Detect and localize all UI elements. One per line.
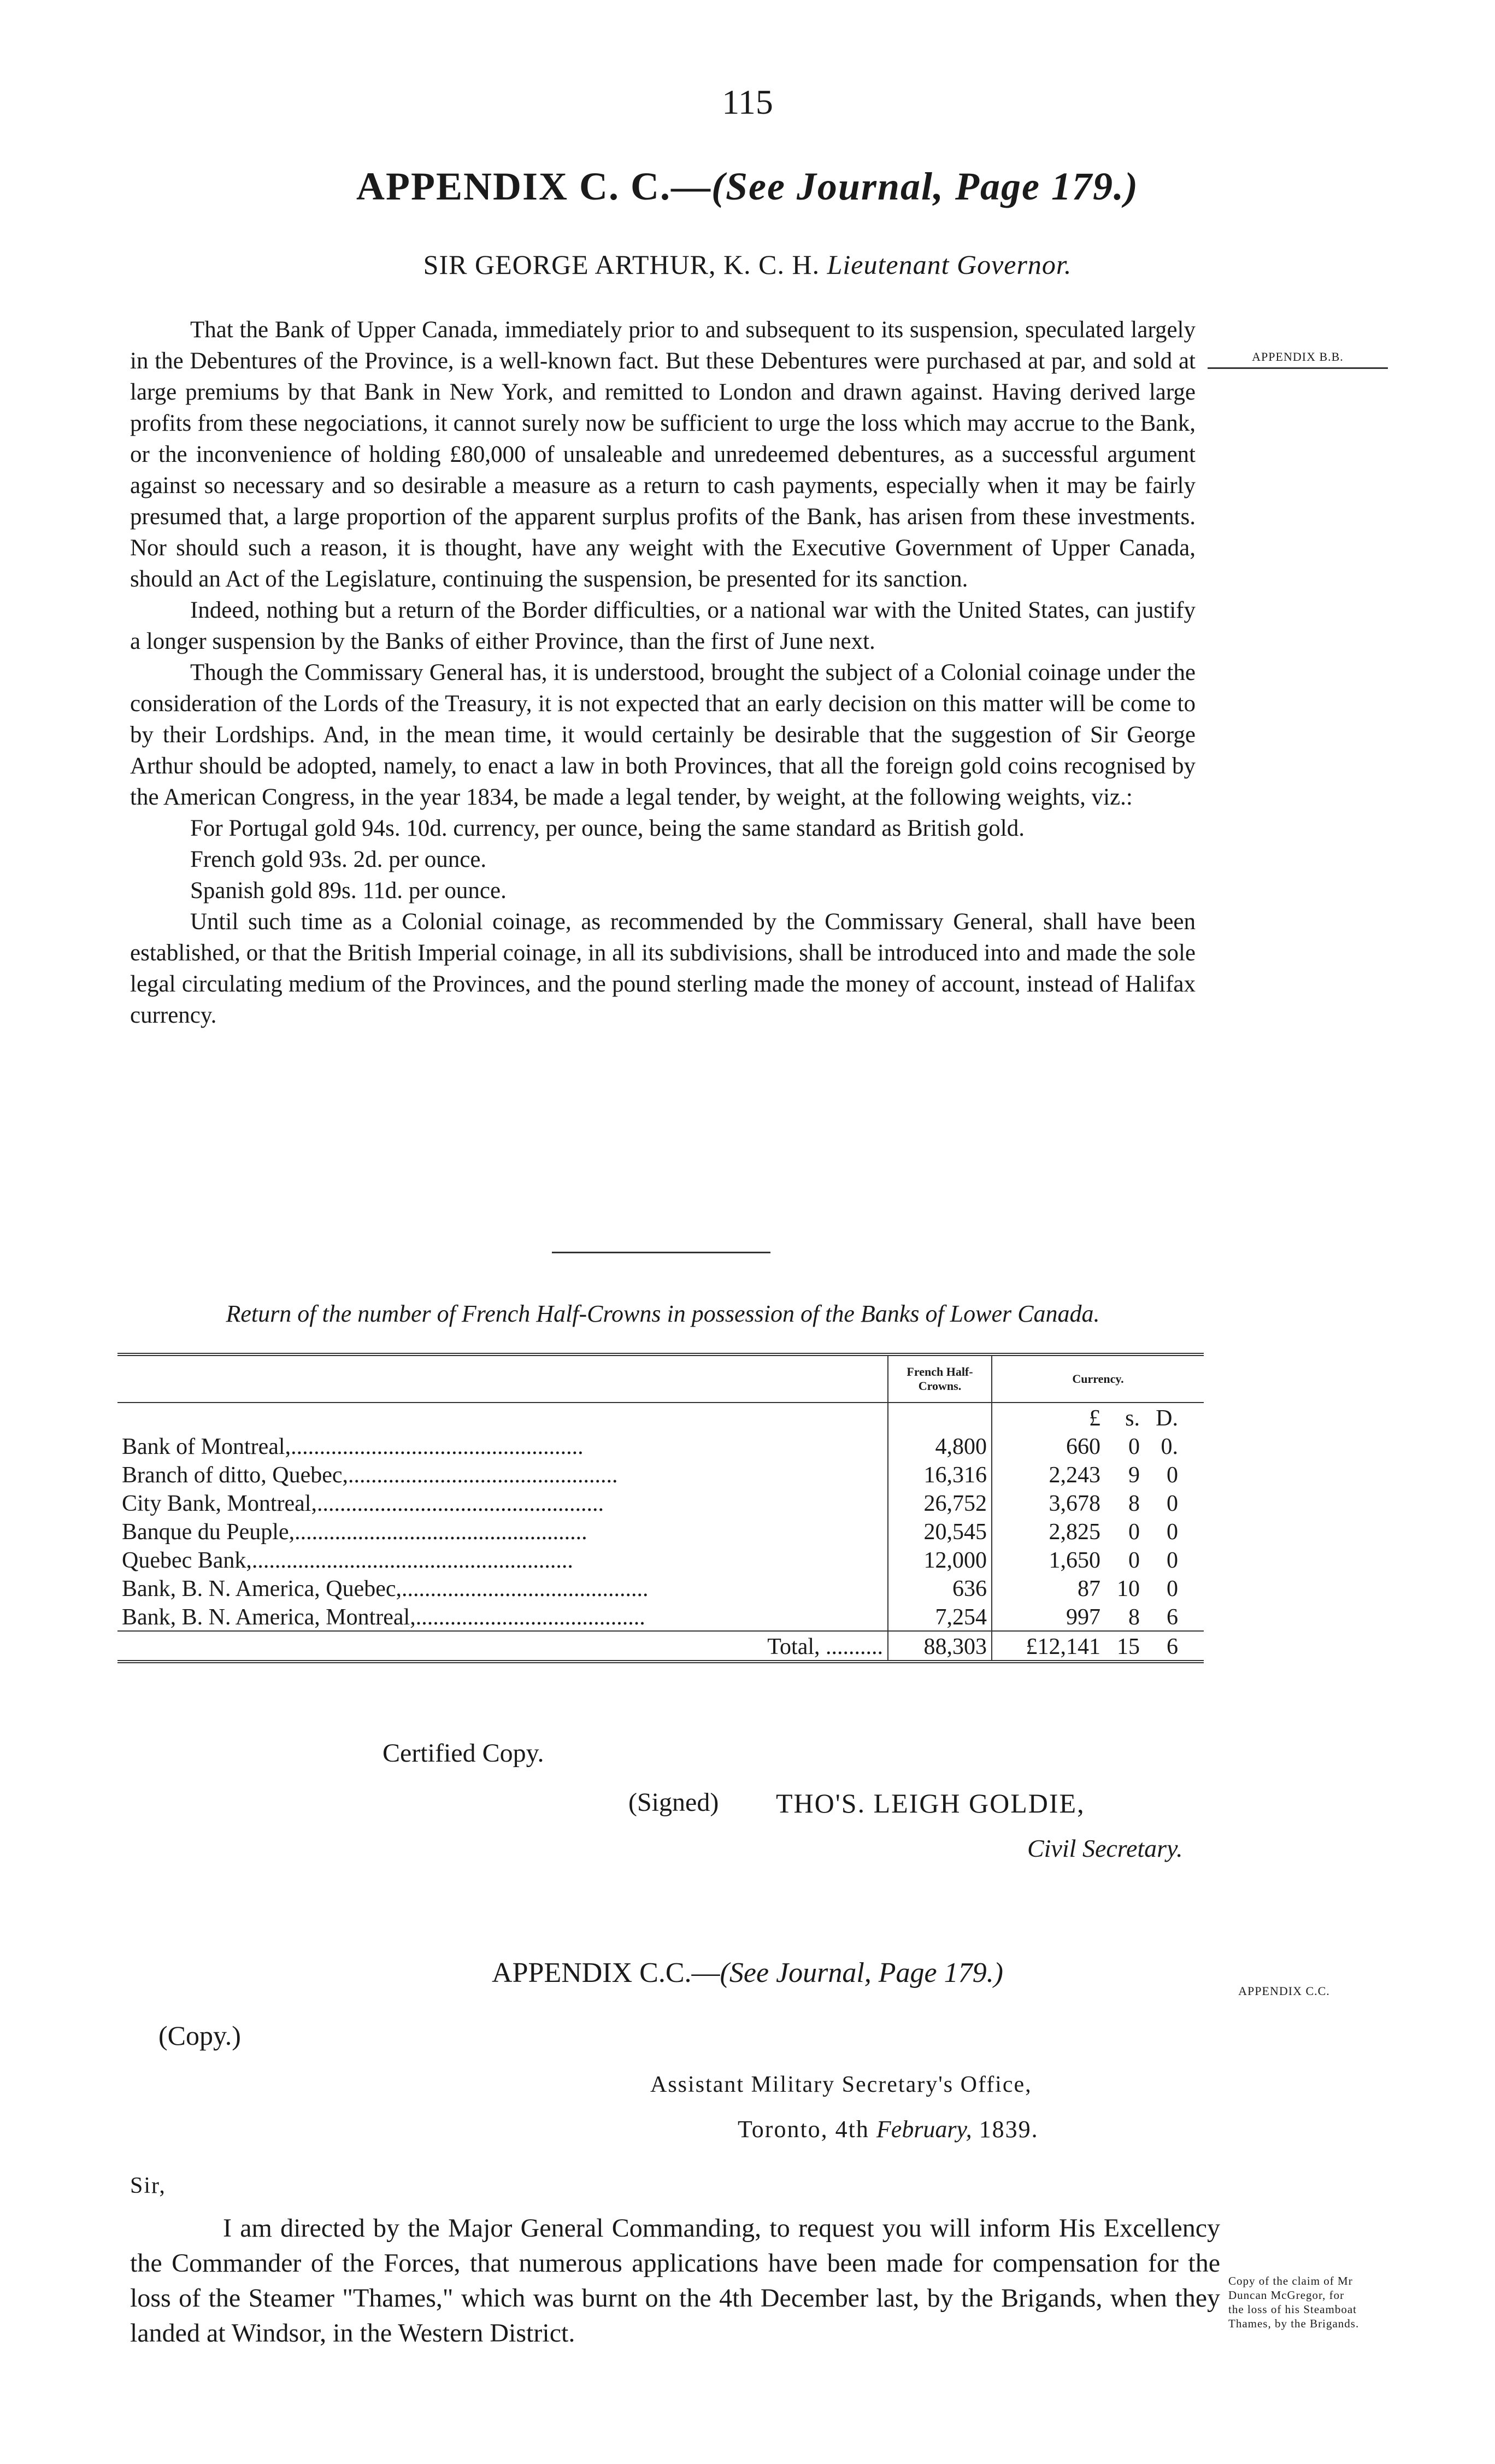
pounds: 2,825 bbox=[1049, 1520, 1100, 1545]
place-date bbox=[738, 2115, 1039, 2143]
total-pounds: £12,141 bbox=[1026, 1634, 1100, 1659]
certified-copy: Certified Copy. bbox=[382, 1739, 544, 1768]
header-blank bbox=[117, 1354, 888, 1403]
bank-name: City Bank, Montreal, bbox=[122, 1491, 317, 1516]
pence: 0 bbox=[1167, 1548, 1178, 1573]
french-count: 4,800 bbox=[888, 1432, 992, 1460]
pounds: 87 bbox=[1078, 1576, 1100, 1601]
pounds: 660 bbox=[1066, 1434, 1100, 1459]
bank-name: Bank, B. N. America, Quebec, bbox=[122, 1576, 402, 1601]
shillings: 0 bbox=[1128, 1548, 1140, 1573]
paragraph-2: Indeed, nothing but a return of the Border difficulties, or a national war with the United States, can justify a longer suspension by the Banks of either Province, than the first of June next. bbox=[130, 597, 1196, 654]
letter-paragraph: I am directed by the Major General Commanding, to request you will inform His Excellency the Commander of the Forces, that numerous applications have been made for compensation for the loss of the Steamer "Thames," which was burnt on the 4th December last, by the Brigands, when they landed at Windsor, in the Western District. bbox=[130, 2214, 1220, 2348]
pence: 0 bbox=[1167, 1463, 1178, 1488]
subheading-name: SIR GEORGE ARTHUR, K. C. H. bbox=[423, 249, 820, 280]
leader-dots: .......... bbox=[820, 1634, 883, 1659]
appendix-heading-main: APPENDIX C. C.— bbox=[356, 165, 711, 208]
weight-spanish: Spanish gold 89s. 11d. per ounce. bbox=[190, 878, 507, 904]
month: February, bbox=[876, 2116, 972, 2143]
subheading bbox=[0, 249, 1495, 280]
paragraph-3: Though the Commissary General has, it is understood, brought the subject of a Colonial coinage under the consideration of the Lords of the Treasury, it is not expected that an early decision on this matter will be come to by their Lordships. And, in the mean time, it would certainly be desirable that the suggestion of Sir George Arthur should be adopted, namely, to enact a law in both Provinces, that all the foreign gold coins recognised by the American Congress, in the year 1834, be made a legal tender, by weight, at the following weights, viz.: bbox=[130, 660, 1196, 810]
appendix-heading bbox=[0, 164, 1495, 209]
shillings: 0 bbox=[1128, 1434, 1140, 1459]
table-row bbox=[117, 1460, 1204, 1488]
margin-brace bbox=[1208, 367, 1388, 369]
bank-name: Bank of Montreal, bbox=[122, 1434, 291, 1459]
total-shillings: 15 bbox=[1117, 1634, 1140, 1659]
pence: 0 bbox=[1167, 1491, 1178, 1516]
pence: 0 bbox=[1167, 1576, 1178, 1601]
table-row bbox=[117, 1432, 1204, 1460]
pence: 6 bbox=[1167, 1605, 1178, 1630]
bank-name: Quebec Bank, bbox=[122, 1548, 252, 1573]
total-french: 88,303 bbox=[888, 1631, 992, 1662]
table-header-row bbox=[117, 1354, 1204, 1403]
french-count: 636 bbox=[888, 1574, 992, 1602]
currency-units: £ s. D. bbox=[992, 1403, 1204, 1432]
closing-paragraph: Until such time as a Colonial coinage, as recommended by the Commissary General, shall have been established, or that the British Imperial coinage, in all its subdivisions, shall be introduced into and made the sole legal circulating medium of the Provinces, and the pound sterling made the money of account, instead of Halifax currency. bbox=[130, 909, 1196, 1028]
margin-note-mcgregor-claim: Copy of the claim of Mr Duncan McGregor, for the loss of his Steamboat Thames, by the Brigands. bbox=[1228, 2274, 1359, 2330]
signed-label: (Signed) bbox=[628, 1788, 719, 1817]
table-row bbox=[117, 1545, 1204, 1574]
pounds: 997 bbox=[1066, 1605, 1100, 1630]
signatory-title: Civil Secretary. bbox=[1027, 1834, 1183, 1862]
bank-name: Bank, B. N. America, Montreal, bbox=[122, 1605, 416, 1630]
bank-name: Branch of ditto, Quebec, bbox=[122, 1463, 349, 1488]
pounds: 2,243 bbox=[1049, 1463, 1100, 1488]
pounds: 1,650 bbox=[1049, 1548, 1100, 1573]
leader-dots: ................................................... bbox=[295, 1520, 587, 1545]
leader-dots: ........................................................ bbox=[251, 1548, 573, 1573]
paragraph-1: That the Bank of Upper Canada, immediately prior to and subsequent to its suspension, speculated largely in the Debentures of the Province, is a well-known fact. But these Debentures were purchased at par, and sold at large premiums by that Bank in New York, and remitted to London and drawn against. Having derived large profits from these negociations, it cannot surely now be sufficient to urge the loss which may accrue to the Bank, or the inconvenience of holding £80,000 of unsaleable and unredeemed debentures, as a successful argument against so necessary and so desirable a measure as a return to cash payments, especially when it may be fairly presumed that, a large proportion of the apparent surplus profits of the Bank, has arisen from these investments. Nor should such a reason, it is thought, have any weight with the Executive Government of Upper Canada, should an Act of the Legislature, continuing the suspension, be presented for its sanction. bbox=[130, 317, 1196, 592]
table-row bbox=[117, 1574, 1204, 1602]
appendix-cc-main: APPENDIX C.C.— bbox=[492, 1957, 720, 1988]
pounds: 3,678 bbox=[1049, 1491, 1100, 1516]
french-count: 16,316 bbox=[888, 1460, 992, 1488]
header-french: French Half-Crowns. bbox=[888, 1354, 992, 1403]
weight-french: French gold 93s. 2d. per ounce. bbox=[190, 847, 487, 872]
shillings: 9 bbox=[1128, 1463, 1140, 1488]
french-count: 26,752 bbox=[888, 1488, 992, 1517]
place: Toronto, 4th bbox=[738, 2116, 869, 2143]
table-row bbox=[117, 1488, 1204, 1517]
pence: 0 bbox=[1167, 1520, 1178, 1545]
appendix-heading-ref: (See Journal, Page 179.) bbox=[711, 165, 1139, 208]
letter-body bbox=[130, 2211, 1220, 2351]
body-text bbox=[130, 314, 1196, 1031]
signatory-name: THO'S. LEIGH GOLDIE, bbox=[776, 1788, 1085, 1818]
weight-portugal: For Portugal gold 94s. 10d. currency, per ounce, being the same standard as British gold. bbox=[190, 816, 1025, 841]
leader-dots: ........................................ bbox=[415, 1605, 645, 1630]
shillings: 10 bbox=[1117, 1576, 1140, 1601]
french-count: 7,254 bbox=[888, 1602, 992, 1631]
total-pence: 6 bbox=[1167, 1634, 1178, 1659]
table-caption: Return of the number of French Half-Crowns in possession of the Banks of Lower Canada. bbox=[226, 1300, 1100, 1327]
leader-dots: ................................................... bbox=[291, 1434, 584, 1459]
table-row bbox=[117, 1517, 1204, 1545]
header-currency: Currency. bbox=[992, 1354, 1204, 1403]
units-row bbox=[117, 1403, 1204, 1432]
pence: 0. bbox=[1161, 1434, 1178, 1459]
year: 1839. bbox=[979, 2116, 1039, 2143]
total-label: Total, bbox=[767, 1634, 820, 1659]
page-number: 115 bbox=[722, 83, 773, 121]
salutation: Sir, bbox=[130, 2173, 166, 2198]
shillings: 8 bbox=[1128, 1605, 1140, 1630]
margin-note-appendix-bb bbox=[1208, 350, 1388, 369]
margin-note-appendix-cc: APPENDIX C.C. bbox=[1238, 1984, 1330, 1998]
shillings: 0 bbox=[1128, 1520, 1140, 1545]
copy-label: (Copy.) bbox=[158, 2020, 241, 2051]
bank-name: Banque du Peuple, bbox=[122, 1520, 295, 1545]
leader-dots: .................................................. bbox=[316, 1491, 604, 1516]
half-crowns-table bbox=[117, 1353, 1204, 1663]
margin-note-label: APPENDIX B.B. bbox=[1252, 350, 1344, 363]
leader-dots: ........................................... bbox=[402, 1576, 649, 1601]
french-count: 12,000 bbox=[888, 1545, 992, 1574]
section-divider bbox=[552, 1252, 770, 1253]
french-count: 20,545 bbox=[888, 1517, 992, 1545]
table-row bbox=[117, 1602, 1204, 1631]
subheading-title: Lieutenant Governor. bbox=[827, 249, 1072, 280]
total-row bbox=[117, 1631, 1204, 1662]
appendix-cc-ref: (See Journal, Page 179.) bbox=[720, 1957, 1003, 1988]
leader-dots: ............................................... bbox=[348, 1463, 618, 1488]
office-heading: Assistant Military Secretary's Office, bbox=[650, 2072, 1032, 2097]
shillings: 8 bbox=[1128, 1491, 1140, 1516]
